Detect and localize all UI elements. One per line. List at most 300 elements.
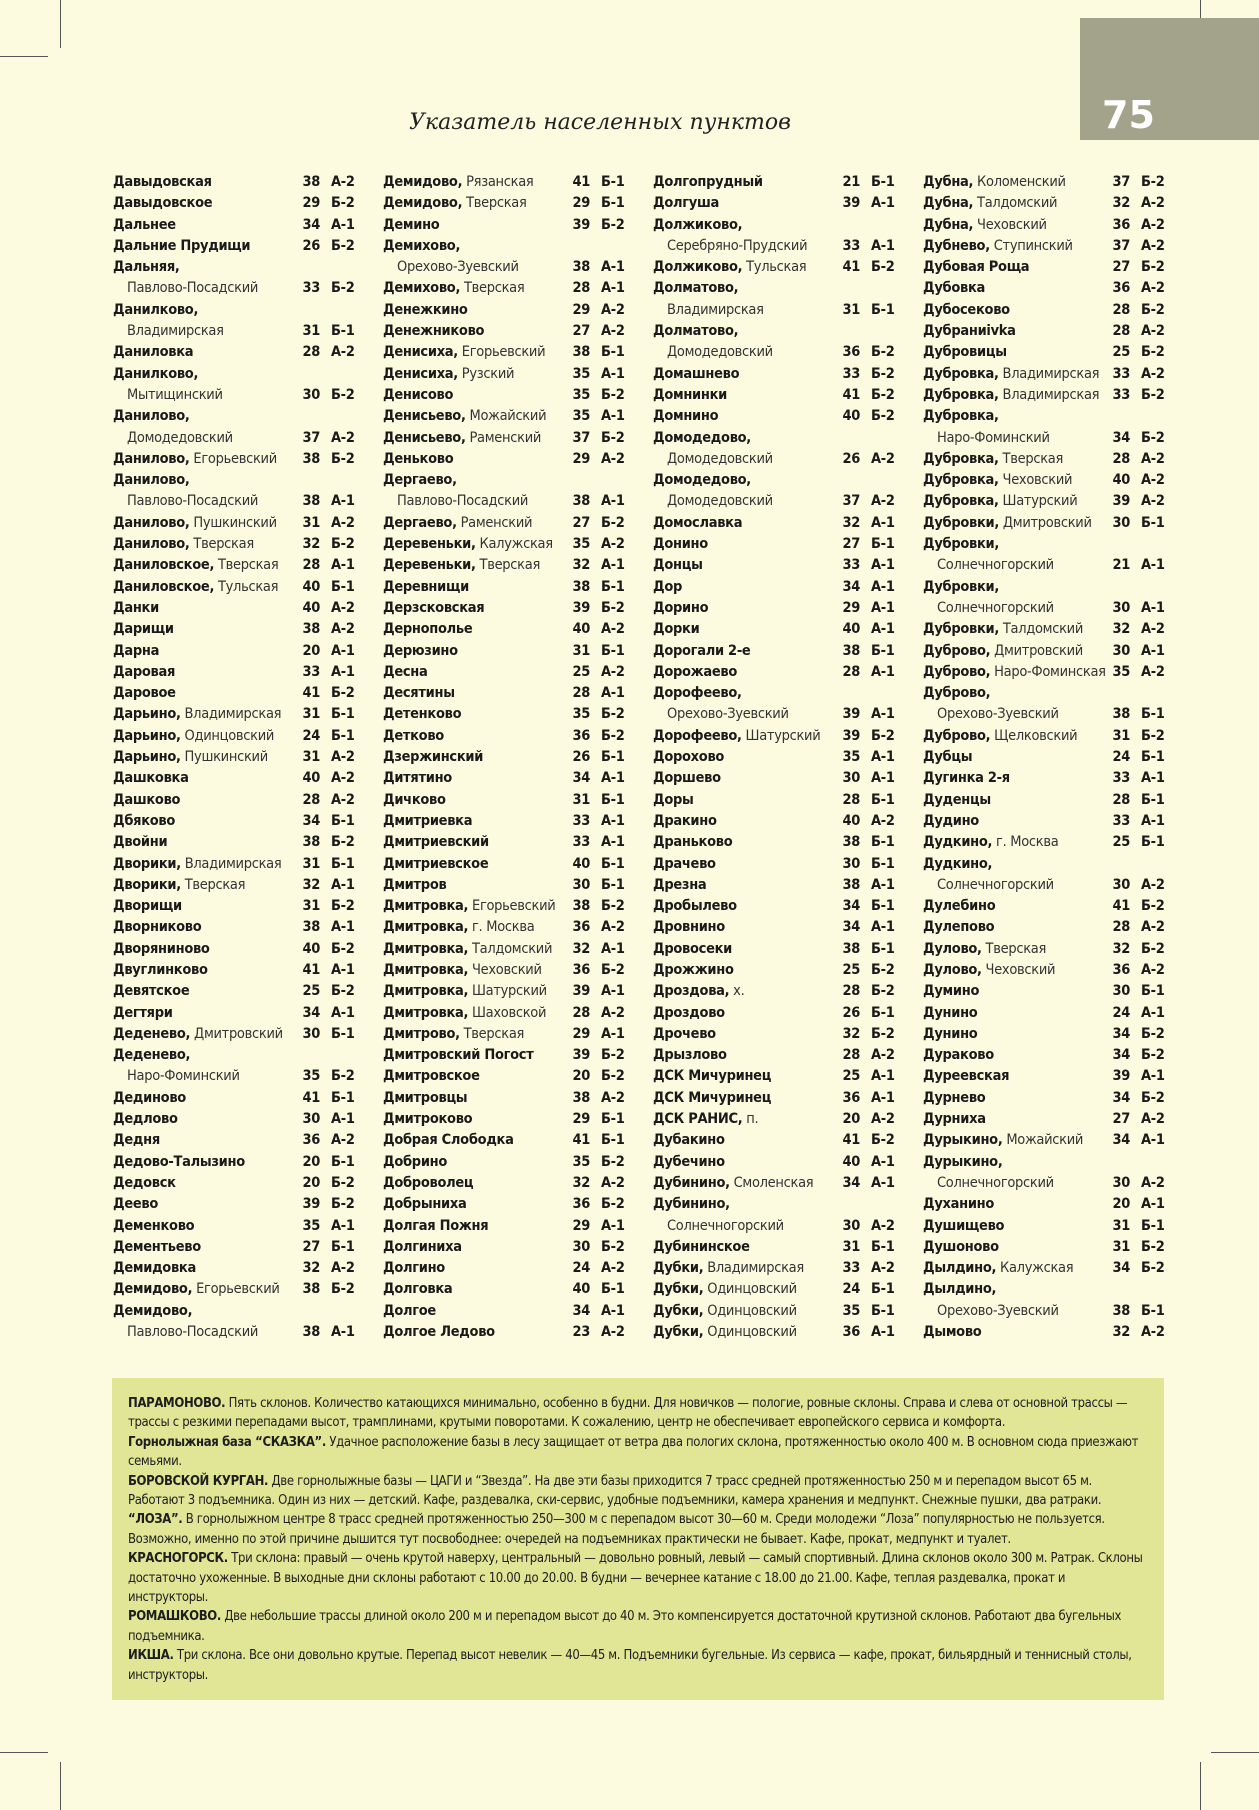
entry-name: Дорки bbox=[653, 621, 700, 638]
entry-grid: Б-2 bbox=[601, 1153, 625, 1170]
entry-page: 31 bbox=[302, 898, 320, 915]
entry-name: Дедово-Талызино bbox=[113, 1153, 245, 1170]
entry-grid: Б-2 bbox=[601, 1047, 625, 1064]
index-entry bbox=[653, 342, 903, 363]
entry-name: Дулово, bbox=[923, 940, 982, 957]
index-entry bbox=[653, 619, 903, 640]
entry-name: Денежкино bbox=[383, 301, 468, 318]
entry-page: 38 bbox=[302, 493, 320, 510]
index-entry bbox=[923, 939, 1173, 960]
entry-district: Солнечногорский bbox=[937, 876, 1054, 893]
entry-grid: А-2 bbox=[1141, 195, 1165, 212]
index-entry bbox=[113, 385, 363, 406]
index-entry bbox=[383, 811, 633, 832]
index-entry bbox=[653, 406, 903, 427]
index-entry bbox=[923, 1194, 1173, 1215]
entry-district: Ступинский bbox=[989, 237, 1073, 254]
entry-name: Дубровка, bbox=[923, 450, 999, 467]
entry-name: Демихово, bbox=[383, 280, 461, 297]
entry-grid: А-1 bbox=[871, 876, 895, 893]
entry-district: Дмитровский bbox=[999, 514, 1092, 531]
entry-grid: Б-1 bbox=[331, 706, 355, 723]
entry-grid: Б-2 bbox=[1141, 344, 1165, 361]
entry-page: 28 bbox=[842, 663, 860, 680]
entry-grid: Б-2 bbox=[601, 1068, 625, 1085]
index-entry bbox=[383, 236, 633, 257]
entry-name: Дурнево bbox=[923, 1089, 986, 1106]
index-entry bbox=[923, 768, 1173, 789]
entry-name: Дмитровка, bbox=[383, 919, 469, 936]
entry-district: Талдомский bbox=[999, 621, 1084, 638]
page-number: 75 bbox=[1102, 93, 1155, 137]
entry-page: 31 bbox=[302, 855, 320, 872]
index-entry bbox=[383, 300, 633, 321]
index-entry bbox=[923, 470, 1173, 491]
entry-name: Домодедово, bbox=[653, 472, 751, 489]
entry-grid: Б-2 bbox=[601, 386, 625, 403]
index-entry bbox=[923, 704, 1173, 725]
entry-grid: Б-2 bbox=[331, 983, 355, 1000]
entry-name: Дзержинский bbox=[383, 749, 484, 766]
entry-grid: Б-1 bbox=[331, 1089, 355, 1106]
index-entry bbox=[653, 939, 903, 960]
index-entry bbox=[383, 1173, 633, 1194]
entry-grid: А-2 bbox=[1141, 961, 1165, 978]
entry-name: Данилково, bbox=[113, 365, 199, 382]
entry-grid: А-2 bbox=[331, 599, 355, 616]
entry-name: Домашнево bbox=[653, 365, 740, 382]
entry-grid: Б-2 bbox=[1141, 1238, 1165, 1255]
entry-page: 41 bbox=[302, 961, 320, 978]
entry-name: Дворниково bbox=[113, 919, 202, 936]
entry-grid: Б-2 bbox=[331, 1174, 355, 1191]
entry-name: Долгопрудный bbox=[653, 174, 763, 190]
resort-name: Горнолыжная база “СКАЗКА”. bbox=[128, 1434, 326, 1450]
entry-grid: А-2 bbox=[1141, 493, 1165, 510]
entry-page: 38 bbox=[302, 174, 320, 190]
entry-page: 36 bbox=[572, 961, 590, 978]
index-entry bbox=[383, 577, 633, 598]
index-entry bbox=[923, 406, 1173, 427]
entry-grid: А-2 bbox=[331, 1132, 355, 1149]
entry-page: 34 bbox=[302, 1004, 320, 1021]
entry-name: Денисьево, bbox=[383, 408, 466, 425]
entry-page: 31 bbox=[302, 323, 320, 340]
entry-name: Дубнево, bbox=[923, 237, 990, 254]
entry-grid: А-1 bbox=[601, 259, 625, 276]
entry-name: Дедлово bbox=[113, 1111, 178, 1128]
entry-name: Дурыкино, bbox=[923, 1153, 1003, 1170]
index-entry bbox=[653, 278, 903, 299]
entry-name: Доры bbox=[653, 791, 694, 808]
entry-grid: Б-2 bbox=[601, 898, 625, 915]
entry-name: Данилово, bbox=[113, 472, 190, 489]
entry-page: 33 bbox=[572, 812, 590, 829]
entry-page: 41 bbox=[302, 685, 320, 702]
index-entry bbox=[113, 747, 363, 768]
entry-grid: Б-1 bbox=[601, 1132, 625, 1149]
resort-description: Две небольшие трассы длиной около 200 м и перепадом высот до 40 м. Это компенсируется достаточной крутизной склонов. Работают два бугельных подъемника. bbox=[128, 1609, 1122, 1644]
entry-district: Раменский bbox=[465, 429, 542, 446]
entry-page: 32 bbox=[302, 876, 320, 893]
entry-grid: А-2 bbox=[1141, 876, 1165, 893]
entry-page: 32 bbox=[842, 1025, 860, 1042]
index-entry bbox=[113, 854, 363, 875]
entry-name: Дубровки, bbox=[923, 621, 1000, 638]
index-entry bbox=[653, 811, 903, 832]
entry-grid: А-1 bbox=[601, 1217, 625, 1234]
entry-grid: Б-1 bbox=[871, 174, 895, 190]
entry-page: 33 bbox=[842, 365, 860, 382]
entry-page: 34 bbox=[302, 216, 320, 233]
info-paragraph bbox=[128, 1433, 1148, 1472]
entry-name: Дубровицы bbox=[923, 344, 1007, 361]
entry-grid: А-1 bbox=[601, 1025, 625, 1042]
index-entry bbox=[113, 1258, 363, 1279]
entry-grid: А-2 bbox=[1141, 365, 1165, 382]
entry-page: 38 bbox=[302, 919, 320, 936]
index-entry bbox=[653, 641, 903, 662]
index-entry bbox=[113, 236, 363, 257]
entry-district: Мытищинский bbox=[127, 386, 223, 403]
index-entry bbox=[383, 1237, 633, 1258]
entry-page: 39 bbox=[842, 195, 860, 212]
index-entry bbox=[383, 321, 633, 342]
entry-page: 30 bbox=[302, 1111, 320, 1128]
entry-page: 28 bbox=[842, 1047, 860, 1064]
entry-page: 38 bbox=[302, 1324, 320, 1341]
index-entry bbox=[113, 1194, 363, 1215]
entry-district: Тверская bbox=[459, 1025, 525, 1042]
index-entry bbox=[653, 1194, 903, 1215]
entry-grid: А-1 bbox=[601, 834, 625, 851]
entry-grid: А-1 bbox=[331, 557, 355, 574]
entry-page: 35 bbox=[572, 365, 590, 382]
entry-grid: А-1 bbox=[871, 770, 895, 787]
index-entry bbox=[113, 193, 363, 214]
entry-name: Дубровки, bbox=[923, 514, 1000, 531]
entry-page: 29 bbox=[302, 195, 320, 212]
entry-name: Донино bbox=[653, 536, 708, 553]
entry-grid: Б-2 bbox=[331, 685, 355, 702]
entry-district: Домодедовский bbox=[127, 429, 233, 446]
entry-grid: Б-2 bbox=[331, 386, 355, 403]
entry-page: 40 bbox=[302, 940, 320, 957]
entry-page: 32 bbox=[1112, 621, 1130, 638]
entry-district: Тверская bbox=[462, 195, 527, 212]
entry-name: Домославка bbox=[653, 514, 743, 531]
entry-page: 29 bbox=[572, 1025, 590, 1042]
entry-page: 21 bbox=[1112, 557, 1130, 574]
index-entry bbox=[383, 342, 633, 363]
entry-page: 30 bbox=[302, 386, 320, 403]
entry-page: 31 bbox=[572, 791, 590, 808]
entry-grid: А-1 bbox=[871, 749, 895, 766]
index-column-3 bbox=[653, 172, 903, 1343]
entry-page: 25 bbox=[842, 1068, 860, 1085]
entry-district: Домодедовский bbox=[667, 450, 773, 467]
entry-grid: А-1 bbox=[331, 663, 355, 680]
index-entry bbox=[383, 215, 633, 236]
entry-page: 20 bbox=[572, 1068, 590, 1085]
entry-name: Доршево bbox=[653, 770, 721, 787]
resort-description: Пять склонов. Количество катающихся минимально, особенно в будни. Для новичков — пологие, ровные склоны. Справа и слева от основной трассы — трассы с резкими перепадами высот, трамплинами, крутыми поворотами. К сожалению, центр не обеспечивает европейского сервиса и комфорта. bbox=[128, 1396, 1128, 1431]
entry-district: Владимирская bbox=[998, 386, 1100, 403]
index-entry bbox=[653, 662, 903, 683]
entry-page: 33 bbox=[1112, 365, 1130, 382]
index-entry bbox=[113, 406, 363, 427]
index-entry bbox=[113, 1109, 363, 1130]
entry-district: Талдомский bbox=[468, 940, 553, 957]
entry-grid: Б-1 bbox=[331, 855, 355, 872]
index-entry bbox=[653, 768, 903, 789]
entry-name: Дашково bbox=[113, 791, 181, 808]
entry-page: 35 bbox=[572, 1153, 590, 1170]
entry-page: 33 bbox=[1112, 770, 1130, 787]
entry-grid: А-2 bbox=[331, 174, 355, 190]
entry-grid: Б-1 bbox=[601, 876, 625, 893]
index-entry bbox=[113, 172, 363, 193]
entry-page: 30 bbox=[842, 770, 860, 787]
index-entry bbox=[923, 1066, 1173, 1087]
entry-grid: Б-2 bbox=[331, 536, 355, 553]
entry-grid: А-1 bbox=[1141, 1004, 1165, 1021]
entry-name: Демихово, bbox=[383, 237, 461, 254]
entry-name: Дуброво, bbox=[923, 685, 991, 702]
entry-name: Дворики, bbox=[113, 876, 181, 893]
entry-district: Одинцовский bbox=[703, 1302, 797, 1319]
entry-grid: А-1 bbox=[871, 1153, 895, 1170]
entry-district: Наро-Фоминский bbox=[937, 429, 1050, 446]
entry-name: Дорофеево, bbox=[653, 727, 742, 744]
entry-district: Солнечногорский bbox=[667, 1217, 784, 1234]
index-entry bbox=[113, 342, 363, 363]
index-entry bbox=[653, 321, 903, 342]
entry-page: 29 bbox=[572, 450, 590, 467]
entry-name: Добрыниха bbox=[383, 1196, 467, 1213]
entry-district: Дмитровский bbox=[990, 642, 1083, 659]
entry-grid: Б-1 bbox=[331, 323, 355, 340]
index-entry bbox=[113, 917, 363, 938]
index-entry bbox=[383, 1322, 633, 1343]
entry-district: Солнечногорский bbox=[937, 599, 1054, 616]
entry-district: Владимирская bbox=[667, 301, 764, 318]
entry-district: Одинцовский bbox=[703, 1281, 797, 1298]
entry-name: Драньково bbox=[653, 834, 733, 851]
entry-grid: А-2 bbox=[871, 493, 895, 510]
index-column-1 bbox=[113, 172, 363, 1343]
index-entry bbox=[653, 513, 903, 534]
entry-grid: Б-2 bbox=[871, 365, 895, 382]
entry-name: Дмитровка, bbox=[383, 961, 469, 978]
entry-district: Павлово-Посадский bbox=[127, 280, 259, 297]
crop-mark bbox=[1200, 1762, 1201, 1810]
entry-name: Дубцы bbox=[923, 749, 973, 766]
entry-name: Деменково bbox=[113, 1217, 195, 1234]
entry-name: Дедовск bbox=[113, 1174, 176, 1191]
index-entry bbox=[923, 236, 1173, 257]
entry-page: 30 bbox=[1112, 876, 1130, 893]
index-entry bbox=[653, 428, 903, 449]
index-entry bbox=[923, 278, 1173, 299]
entry-name: Дернополье bbox=[383, 621, 473, 638]
index-entry bbox=[653, 1216, 903, 1237]
entry-name: Дудино bbox=[923, 812, 979, 829]
index-entry bbox=[113, 619, 363, 640]
index-entry bbox=[653, 875, 903, 896]
index-entry bbox=[923, 896, 1173, 917]
entry-name: Дединово bbox=[113, 1089, 186, 1106]
entry-grid: Б-2 bbox=[331, 898, 355, 915]
entry-name: Дубосеково bbox=[923, 301, 1010, 318]
index-entry bbox=[113, 598, 363, 619]
entry-name: Долгое Ледово bbox=[383, 1324, 495, 1341]
entry-page: 38 bbox=[572, 898, 590, 915]
entry-grid: А-2 bbox=[1141, 450, 1165, 467]
entry-grid: А-1 bbox=[871, 1324, 895, 1341]
entry-name: Дракино bbox=[653, 812, 717, 829]
entry-name: Дрызлово bbox=[653, 1047, 727, 1064]
entry-grid: А-1 bbox=[331, 1217, 355, 1234]
entry-grid: А-2 bbox=[1141, 216, 1165, 233]
index-entry bbox=[113, 1279, 363, 1300]
entry-grid: Б-2 bbox=[331, 450, 355, 467]
index-entry bbox=[923, 981, 1173, 1002]
entry-district: Коломенский bbox=[973, 174, 1066, 190]
entry-name: Дубровка, bbox=[923, 493, 999, 510]
entry-page: 34 bbox=[1112, 1089, 1130, 1106]
entry-page: 33 bbox=[842, 1260, 860, 1277]
index-entry bbox=[383, 619, 633, 640]
entry-grid: Б-2 bbox=[331, 1196, 355, 1213]
index-entry bbox=[653, 917, 903, 938]
index-entry bbox=[653, 1322, 903, 1343]
entry-page: 29 bbox=[842, 599, 860, 616]
index-entry bbox=[383, 534, 633, 555]
entry-grid: А-2 bbox=[871, 1260, 895, 1277]
entry-page: 33 bbox=[842, 557, 860, 574]
entry-grid: Б-1 bbox=[331, 1238, 355, 1255]
entry-grid: Б-2 bbox=[871, 983, 895, 1000]
index-entry bbox=[923, 1216, 1173, 1237]
entry-district: Егорьевский bbox=[457, 344, 546, 361]
entry-page: 34 bbox=[302, 812, 320, 829]
entry-name: Домнино bbox=[653, 408, 719, 425]
entry-page: 40 bbox=[302, 770, 320, 787]
entry-grid: Б-2 bbox=[1141, 386, 1165, 403]
entry-grid: Б-1 bbox=[601, 578, 625, 595]
entry-grid: А-2 bbox=[1141, 621, 1165, 638]
index-entry bbox=[113, 428, 363, 449]
index-entry bbox=[653, 832, 903, 853]
index-entry bbox=[653, 193, 903, 214]
entry-grid: Б-2 bbox=[601, 599, 625, 616]
entry-name: Данилово, bbox=[113, 450, 190, 467]
index-entry bbox=[923, 491, 1173, 512]
crop-mark bbox=[1211, 1752, 1259, 1753]
entry-page: 28 bbox=[302, 344, 320, 361]
entry-name: Дубинино, bbox=[653, 1174, 730, 1191]
index-entry bbox=[383, 854, 633, 875]
entry-grid: Б-2 bbox=[871, 344, 895, 361]
entry-grid: А-2 bbox=[331, 1260, 355, 1277]
entry-name: Деденево, bbox=[113, 1047, 191, 1064]
entry-name: Дмитриевка bbox=[383, 812, 473, 829]
entry-name: ДСК Мичуринец bbox=[653, 1089, 772, 1106]
entry-page: 34 bbox=[1112, 1260, 1130, 1277]
entry-page: 38 bbox=[572, 259, 590, 276]
entry-name: Дубинино, bbox=[653, 1196, 730, 1213]
entry-district: Тверская bbox=[998, 450, 1064, 467]
entry-grid: Б-1 bbox=[331, 812, 355, 829]
entry-grid: А-2 bbox=[1141, 1324, 1165, 1341]
entry-grid: Б-1 bbox=[871, 791, 895, 808]
entry-grid: Б-2 bbox=[331, 1068, 355, 1085]
index-entry bbox=[383, 726, 633, 747]
index-entry bbox=[383, 704, 633, 725]
entry-name: Десятины bbox=[383, 685, 455, 702]
entry-grid: А-2 bbox=[1141, 1111, 1165, 1128]
index-entry bbox=[113, 1130, 363, 1151]
entry-grid: Б-1 bbox=[1141, 1302, 1165, 1319]
index-entry bbox=[113, 1152, 363, 1173]
entry-name: Дмитров bbox=[383, 876, 447, 893]
entry-name: Дмитровка, bbox=[383, 940, 469, 957]
entry-grid: А-2 bbox=[871, 450, 895, 467]
entry-district: Калужская bbox=[475, 536, 553, 553]
entry-grid: Б-2 bbox=[601, 1196, 625, 1213]
entry-page: 30 bbox=[1112, 599, 1130, 616]
entry-page: 37 bbox=[1112, 237, 1130, 254]
entry-name: Дубки, bbox=[653, 1302, 704, 1319]
index-entry bbox=[923, 1301, 1173, 1322]
entry-district: Наро-Фоминский bbox=[127, 1068, 240, 1085]
entry-page: 25 bbox=[842, 961, 860, 978]
entry-name: Дубининское bbox=[653, 1238, 750, 1255]
entry-name: Двуглинково bbox=[113, 961, 208, 978]
entry-page: 33 bbox=[842, 237, 860, 254]
entry-grid: Б-1 bbox=[871, 834, 895, 851]
entry-grid: А-2 bbox=[601, 1260, 625, 1277]
index-entry bbox=[383, 278, 633, 299]
entry-name: Демидово, bbox=[383, 174, 463, 190]
entry-grid: А-2 bbox=[1141, 1174, 1165, 1191]
entry-grid: Б-1 bbox=[1141, 983, 1165, 1000]
entry-name: Дбяково bbox=[113, 812, 176, 829]
entry-name: Дрожжино bbox=[653, 961, 734, 978]
index-entry bbox=[383, 555, 633, 576]
index-entry bbox=[653, 1237, 903, 1258]
index-entry bbox=[923, 257, 1173, 278]
entry-district: Егорьевский bbox=[189, 450, 277, 467]
entry-grid: Б-1 bbox=[331, 1153, 355, 1170]
entry-name: Дорогали 2-е bbox=[653, 642, 751, 659]
entry-page: 40 bbox=[842, 621, 860, 638]
index-entry bbox=[383, 449, 633, 470]
entry-page: 39 bbox=[572, 599, 590, 616]
entry-grid: Б-2 bbox=[1141, 727, 1165, 744]
entry-page: 37 bbox=[302, 429, 320, 446]
entry-grid: Б-1 bbox=[871, 536, 895, 553]
index-entry bbox=[923, 428, 1173, 449]
entry-page: 27 bbox=[842, 536, 860, 553]
entry-grid: Б-1 bbox=[1141, 749, 1165, 766]
entry-page: 28 bbox=[1112, 323, 1130, 340]
entry-grid: Б-1 bbox=[871, 301, 895, 318]
index-entry bbox=[383, 662, 633, 683]
index-entry bbox=[113, 1003, 363, 1024]
entry-name: Дубки, bbox=[653, 1260, 704, 1277]
